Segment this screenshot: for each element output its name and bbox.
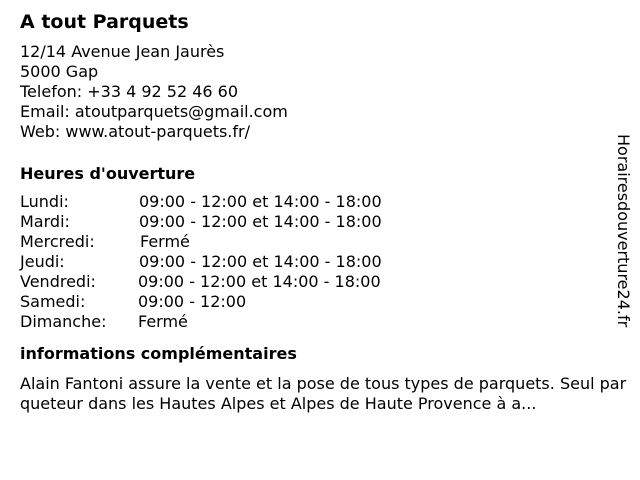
day-hours: Fermé <box>138 312 188 331</box>
business-description: Alain Fantoni assure la vente et la pose de tous types de parquets. Seul parqueteur dans les Hautes Alpes et Alpes de Haute Provence à a... <box>20 374 627 413</box>
day-hours: 09:00 - 12:00 et 14:00 - 18:00 <box>139 252 382 271</box>
day-hours: 09:00 - 12:00 <box>138 292 247 311</box>
hours-row-friday <box>20 272 632 292</box>
watermark-text: Horairesdouverture24.fr <box>614 134 633 328</box>
day-label: Samedi: <box>20 292 86 311</box>
day-label: Vendredi: <box>20 272 96 291</box>
day-hours: Fermé <box>140 232 190 251</box>
hours-row-monday <box>20 192 632 212</box>
address-street: 12/14 Avenue Jean Jaurès <box>20 42 225 61</box>
business-name: A tout Parquets <box>20 11 189 33</box>
email-line: Email: atoutparquets@gmail.com <box>20 102 288 121</box>
hours-row-tuesday <box>20 212 632 232</box>
day-label: Dimanche: <box>20 312 107 331</box>
day-hours: 09:00 - 12:00 et 14:00 - 18:00 <box>138 272 381 291</box>
day-label: Jeudi: <box>20 252 65 271</box>
day-label: Mercredi: <box>20 232 95 251</box>
address-city: 5000 Gap <box>20 62 99 81</box>
hours-row-sunday <box>20 312 632 332</box>
day-label: Mardi: <box>20 212 70 231</box>
business-card <box>20 10 632 414</box>
day-label: Lundi: <box>20 192 69 211</box>
opening-hours-heading: Heures d'ouverture <box>20 164 196 183</box>
opening-hours-table <box>20 192 632 332</box>
hours-row-thursday <box>20 252 632 272</box>
phone-line: Telefon: +33 4 92 52 46 60 <box>20 82 239 101</box>
additional-info-heading: informations complémentaires <box>20 344 297 363</box>
web-line: Web: www.atout-parquets.fr/ <box>20 122 250 141</box>
hours-row-saturday <box>20 292 632 312</box>
day-hours: 09:00 - 12:00 et 14:00 - 18:00 <box>139 192 382 211</box>
hours-row-wednesday <box>20 232 632 252</box>
day-hours: 09:00 - 12:00 et 14:00 - 18:00 <box>139 212 382 231</box>
